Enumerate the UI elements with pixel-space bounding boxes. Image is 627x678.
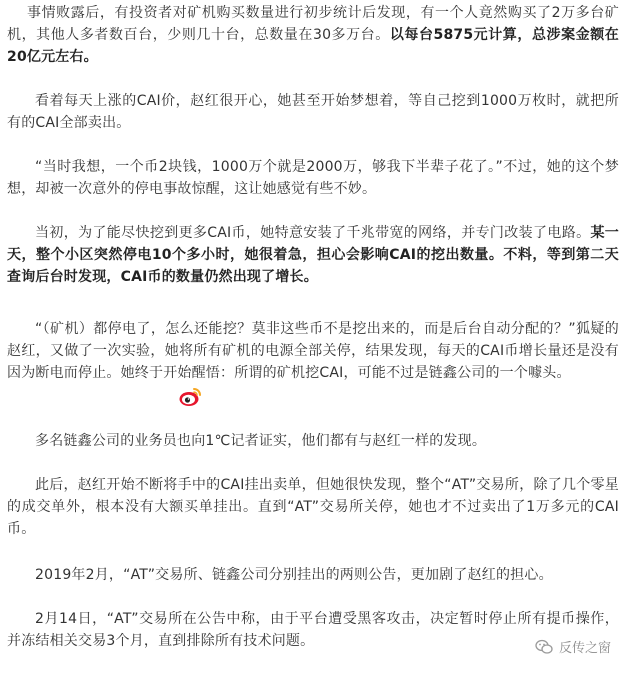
paragraph-4: [7, 222, 619, 288]
paragraph-3: [7, 156, 619, 200]
paragraph-3-text: “当时我想，一个币2块钱，1000万个就是2000万，够我下半辈子花了。”不过，她的这个梦想，却被一次意外的停电事故惊醒，这让她感觉有些不妙。: [7, 159, 619, 197]
paragraph-7: [7, 474, 619, 540]
watermark-text: 反传之窗: [558, 641, 611, 656]
paragraph-9: [7, 608, 619, 652]
paragraph-9-text: 2月14日，“AT”交易所在公告中称，由于平台遭受黑客攻击，决定暂时停止所有提币操作，并冻结相关交易3个月，直到排除所有技术问题。: [7, 611, 619, 649]
paragraph-2: [7, 90, 619, 134]
weibo-icon: [178, 386, 202, 408]
paragraph-2-text: 看着每天上涨的CAI价，赵红很开心，她甚至开始梦想着，等自己挖到1000万枚时，就把所有的CAI全部卖出。: [7, 93, 619, 131]
paragraph-7-text: 此后，赵红开始不断将手中的CAI挂出卖单，但她很快发现，整个“AT”交易所，除了几个零星的成交单外，根本没有大额买单挂出。直到“AT”交易所关停，她也才不过卖出了1万多元的CAI币。: [7, 477, 619, 537]
paragraph-1-bold: 以每台5875元计算，总涉案金额在20亿元左右。: [7, 27, 619, 65]
paragraph-6: [7, 430, 619, 452]
paragraph-4-bold: 某一天，整个小区突然停电10个多小时，她很着急，担心会影响CAI的挖出数量。不料，等到第二天查询后台时发现，CAI币的数量仍然出现了增长。: [7, 225, 619, 285]
paragraph-1: [7, 2, 619, 68]
wechat-icon: [535, 639, 553, 655]
paragraph-5-text: “（矿机）都停电了，怎么还能挖？莫非这些币不是挖出来的，而是后台自动分配的？”狐疑的赵红，又做了一次实验，她将所有矿机的电源全部关停，结果发现，每天的CAI币增长量还是没有因为断电而停止。她终于开始醒悟：所谓的矿机挖CAI，可能不过是链鑫公司的一个噱头。: [7, 321, 619, 381]
paragraph-1-text: 事情败露后，有投资者对矿机购买数量进行初步统计后发现，有一个人竟然购买了2万多台矿机，其他人多者数百台，少则几十台，总数量在30多万台。: [7, 5, 619, 43]
paragraph-8: [7, 564, 619, 586]
paragraph-5: [7, 318, 619, 384]
wechat-watermark: [535, 637, 611, 656]
paragraph-8-text: 2019年2月，“AT”交易所、链鑫公司分别挂出的两则公告，更加剧了赵红的担心。: [35, 567, 553, 583]
paragraph-6-text: 多名链鑫公司的业务员也向1℃记者证实，他们都有与赵红一样的发现。: [35, 433, 487, 449]
paragraph-4-text: 当初，为了能尽快挖到更多CAI币，她特意安装了千兆带宽的网络，并专门改装了电路。: [35, 225, 591, 241]
